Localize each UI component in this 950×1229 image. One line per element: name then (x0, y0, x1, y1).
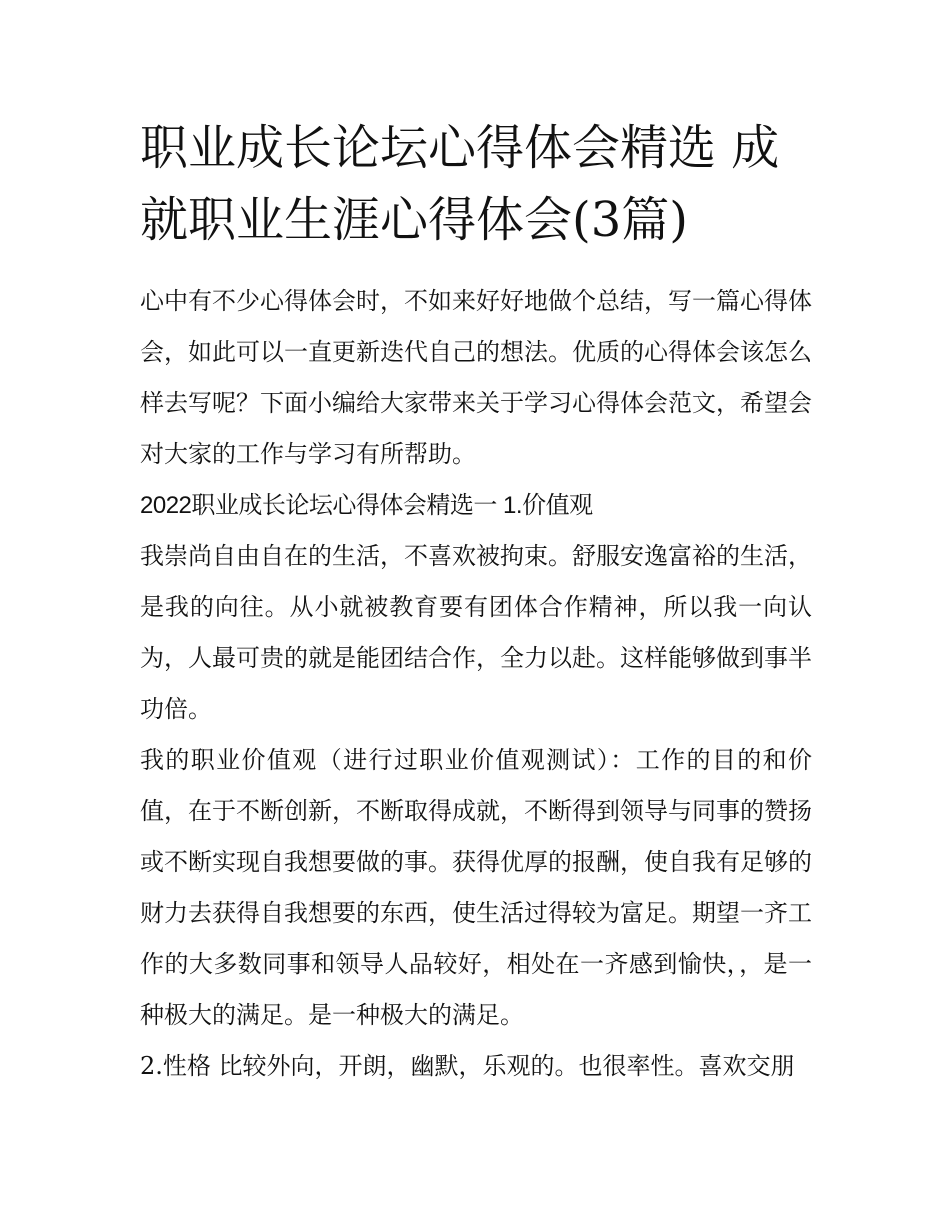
values-paragraph: 我崇尚自由自在的生活，不喜欢被拘束。舒服安逸富裕的生活，是我的向往。从小就被教育要有团体合作精神，所以我一向认为，人最可贵的就是能团结合作，全力以赴。这样能够做到事半功倍。 (140, 542, 812, 723)
document-title: 职业成长论坛心得体会精选 成就职业生涯心得体会(3篇) (140, 120, 780, 248)
personality-paragraph: 2.性格 比较外向，开朗，幽默，乐观的。也很率性。喜欢交朋 (140, 1052, 795, 1080)
career-values-paragraph: 我的职业价值观（进行过职业价值观测试）：工作的目的和价值，在于不断创新，不断取得成就，不断得到领导与同事的赞扬或不断实现自我想要做的事。获得优厚的报酬，使自我有足够的财力去获得自我想要的东西，使生活过得较为富足。期望一齐工作的大多数同事和领导人品较好，相处在一齐感到愉快，，是一种极大的满足。是一种极大的满足。 (140, 746, 812, 1029)
document-body (140, 276, 812, 1092)
section-heading: 2022职业成长论坛心得体会精选一 1.价值观 (140, 492, 593, 519)
intro-paragraph: 心中有不少心得体会时，不如来好好地做个总结，写一篇心得体会，如此可以一直更新迭代自己的想法。优质的心得体会该怎么样去写呢？下面小编给大家带来关于学习心得体会范文，希望会对大家的工作与学习有所帮助。 (140, 287, 812, 468)
